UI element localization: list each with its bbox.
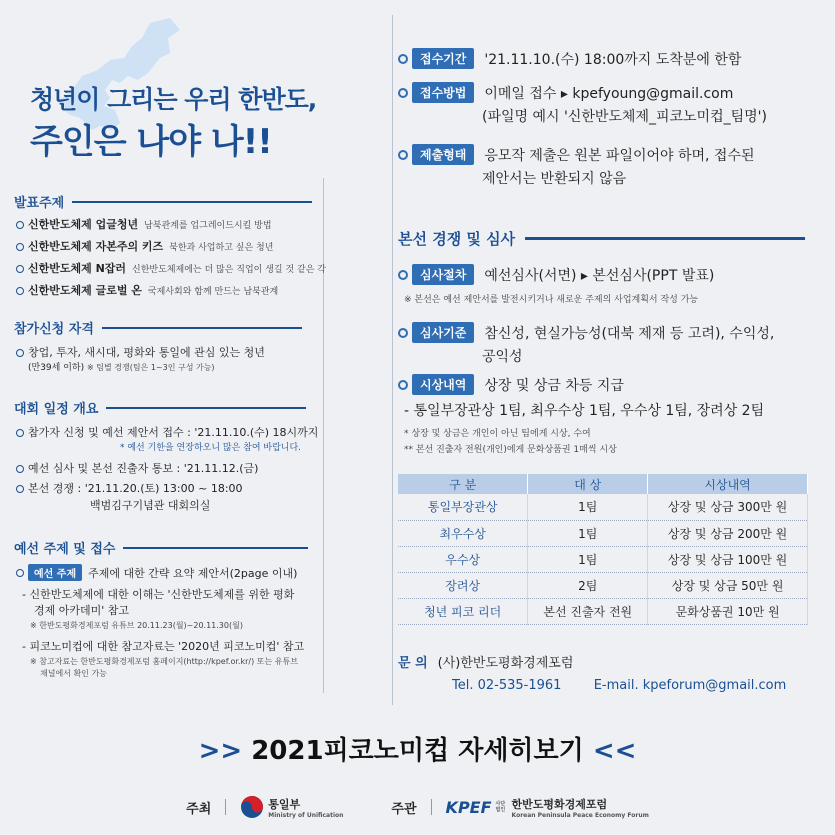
prize-reward: 상장 및 상금 100만 원 <box>648 546 808 572</box>
receipt-method-example: (파일명 예시 '신한반도체제_피코노미컵_팀명') <box>482 109 767 125</box>
topic-item-2: 신한반도체제 자본주의 키즈 북한과 사업하고 싶은 청년 <box>16 238 273 254</box>
prelim-note-2a: ※ 참고자료는 한반도평화경제포럼 홈페이지(http://kpef.or.kr/) 또는 유튜브 <box>30 657 298 666</box>
schedule-item-3: 본선 경쟁 : '21.11.20.(토) 13:00 ~ 18:00 <box>16 480 243 496</box>
contact-row <box>398 652 573 671</box>
prize-header-category: 구 분 <box>398 474 528 494</box>
organizer-logo: KPEF 사단법인 한반도평화경제포럼 Korean Peninsula Peace Economy Forum <box>445 797 649 819</box>
schedule-item-1: 참가자 신청 및 예선 제안서 접수 : '21.11.10.(수) 18시까지 <box>16 424 318 440</box>
prelim-topic-tag: 예선 주제 <box>28 564 82 581</box>
final-award-note-1: * 상장 및 상금은 개인이 아닌 팀에게 시상, 수여 <box>404 429 591 439</box>
organizer-label: 주관 <box>391 801 417 817</box>
receipt-method-tag: 접수방법 <box>412 82 474 103</box>
final-award-row: 시상내역 상장 및 상금 차등 지급 <box>398 374 624 395</box>
prelim-note-1: ※ 한반도평화경제포럼 유튜브 20.11.23(월)~20.11.30(월) <box>30 621 243 630</box>
prelim-bullet-1a: - 신한반도체제에 대한 이해는 '신한반도체제를 위한 평화 <box>22 588 295 601</box>
topic-item-4: 신한반도체제 글로벌 온 국제사회와 함께 만드는 남북관계 <box>16 282 278 298</box>
eligibility-sub: (만39세 이하) ※ 팀별 경쟁(팀은 1~3인 구성 가능) <box>28 363 215 373</box>
table-row <box>398 572 808 598</box>
prize-reward: 상장 및 상금 50만 원 <box>648 572 808 598</box>
sponsors-bar <box>0 795 835 819</box>
prize-target: 1팀 <box>528 546 648 572</box>
prize-header-reward: 시상내역 <box>648 474 808 494</box>
prize-target: 1팀 <box>528 520 648 546</box>
final-criteria-row: 심사기준 참신성, 현실가능성(대북 제재 등 고려), 수익성, <box>398 322 774 343</box>
receipt-period-row: 접수기간 '21.11.10.(수) 18:00까지 도착분에 한함 <box>398 48 741 69</box>
host-logo: 통일부 Ministry of Unification <box>240 795 343 819</box>
separator <box>225 799 226 815</box>
separator <box>431 799 432 815</box>
schedule-note-1: * 예선 기한을 연장하오니 많은 참여 바랍니다. <box>120 443 302 453</box>
final-process-tag: 심사절차 <box>412 264 474 285</box>
contact-tel[interactable]: Tel. 02-535-1961 <box>452 678 562 693</box>
prize-target: 1팀 <box>528 494 648 520</box>
schedule-section-title: 대회 일정 개요 <box>14 398 306 417</box>
contact-label: 문 의 <box>398 656 428 671</box>
receipt-period-tag: 접수기간 <box>412 48 474 69</box>
prize-category: 통일부장관상 <box>398 494 528 520</box>
prize-table-header <box>398 474 808 494</box>
eligibility-section-title: 참가신청 자격 <box>14 318 302 337</box>
final-award-tag: 시상내역 <box>412 374 474 395</box>
final-award-line: - 통일부장관상 1팀, 최우수상 1팀, 우수상 1팀, 장려상 2팀 <box>404 403 765 419</box>
prize-category: 장려상 <box>398 572 528 598</box>
table-row <box>398 494 808 520</box>
kpef-logo-icon: KPEF <box>445 797 492 817</box>
prize-category: 최우수상 <box>398 520 528 546</box>
prize-category: 청년 피코 리더 <box>398 598 528 624</box>
prize-target: 2팀 <box>528 572 648 598</box>
taegeuk-icon <box>240 795 264 819</box>
final-criteria-tag: 심사기준 <box>412 322 474 343</box>
prize-table <box>398 474 808 625</box>
hero-title-line1: 청년이 그리는 우리 한반도, <box>30 85 317 114</box>
table-row <box>398 520 808 546</box>
contact-org: (사)한반도평화경제포럼 <box>437 656 574 671</box>
final-section-title: 본선 경쟁 및 심사 <box>398 228 805 249</box>
prelim-topic-line: 예선 주제 주제에 대한 간략 요약 제안서(2page 이내) <box>16 564 297 581</box>
hero-title-line2: 주인은 나야 나!! <box>30 122 272 162</box>
receipt-format-tag: 제출형태 <box>412 144 474 165</box>
contact-email[interactable]: E-mail. kpeforum@gmail.com <box>593 678 787 693</box>
table-row <box>398 598 808 624</box>
schedule-item-2: 예선 심사 및 본선 진출자 통보 : '21.11.12.(금) <box>16 460 258 476</box>
details-link[interactable] <box>0 730 835 767</box>
prelim-bullet-1b: 경제 아카데미' 참고 <box>34 604 130 617</box>
details-title: 2021피코노미컵 자세히보기 <box>251 736 584 766</box>
final-award-note-2: ** 본선 진출자 전원(개인)에게 문화상품권 1매씩 시상 <box>404 445 617 455</box>
final-process-row: 심사절차 예선심사(서면) ▸ 본선심사(PPT 발표) <box>398 264 714 285</box>
schedule-item-3-venue: 백범김구기념관 대회의실 <box>90 499 211 512</box>
final-criteria-text2: 공익성 <box>482 349 523 365</box>
receipt-format-row: 제출형태 응모작 제출은 원본 파일이어야 하며, 접수된 <box>398 144 755 165</box>
receipt-method-row: 접수방법 이메일 접수 ▸ kpefyoung@gmail.com <box>398 82 733 103</box>
column-divider <box>392 15 393 705</box>
prize-header-target: 대 상 <box>528 474 648 494</box>
prelim-bullet-2: - 피코노미컵에 대한 참고자료는 '2020년 피코노미컵' 참고 <box>22 640 305 653</box>
prize-category: 우수상 <box>398 546 528 572</box>
topics-section-title: 발표주제 <box>14 192 312 211</box>
table-row <box>398 546 808 572</box>
prize-target: 본선 진출자 전원 <box>528 598 648 624</box>
prize-reward: 상장 및 상금 200만 원 <box>648 520 808 546</box>
contact-details <box>452 678 786 693</box>
prelim-note-2b: 채널에서 확인 가능 <box>40 669 107 678</box>
receipt-format-text2: 제안서는 반환되지 않음 <box>482 171 627 187</box>
right-arrows-icon: << <box>592 736 637 766</box>
prelim-section-title: 예선 주제 및 접수 <box>14 538 308 557</box>
final-process-note: ※ 본선은 예선 제안서를 발전시키거나 새로운 주제의 사업계획서 작성 가능 <box>404 295 699 305</box>
eligibility-line: 창업, 투자, 새시대, 평화와 통일에 관심 있는 청년 <box>16 344 265 360</box>
topic-item-1: 신한반도체제 업글청년 남북관계를 업그레이드시킬 방법 <box>16 216 272 232</box>
prize-reward: 상장 및 상금 300만 원 <box>648 494 808 520</box>
host-label: 주최 <box>186 801 212 817</box>
topic-item-3: 신한반도체제 N잡러 신한반도체제에는 더 많은 직업이 생길 것 같은 각 <box>16 260 326 276</box>
left-arrows-icon: >> <box>198 736 243 766</box>
prize-reward: 문화상품권 10만 원 <box>648 598 808 624</box>
